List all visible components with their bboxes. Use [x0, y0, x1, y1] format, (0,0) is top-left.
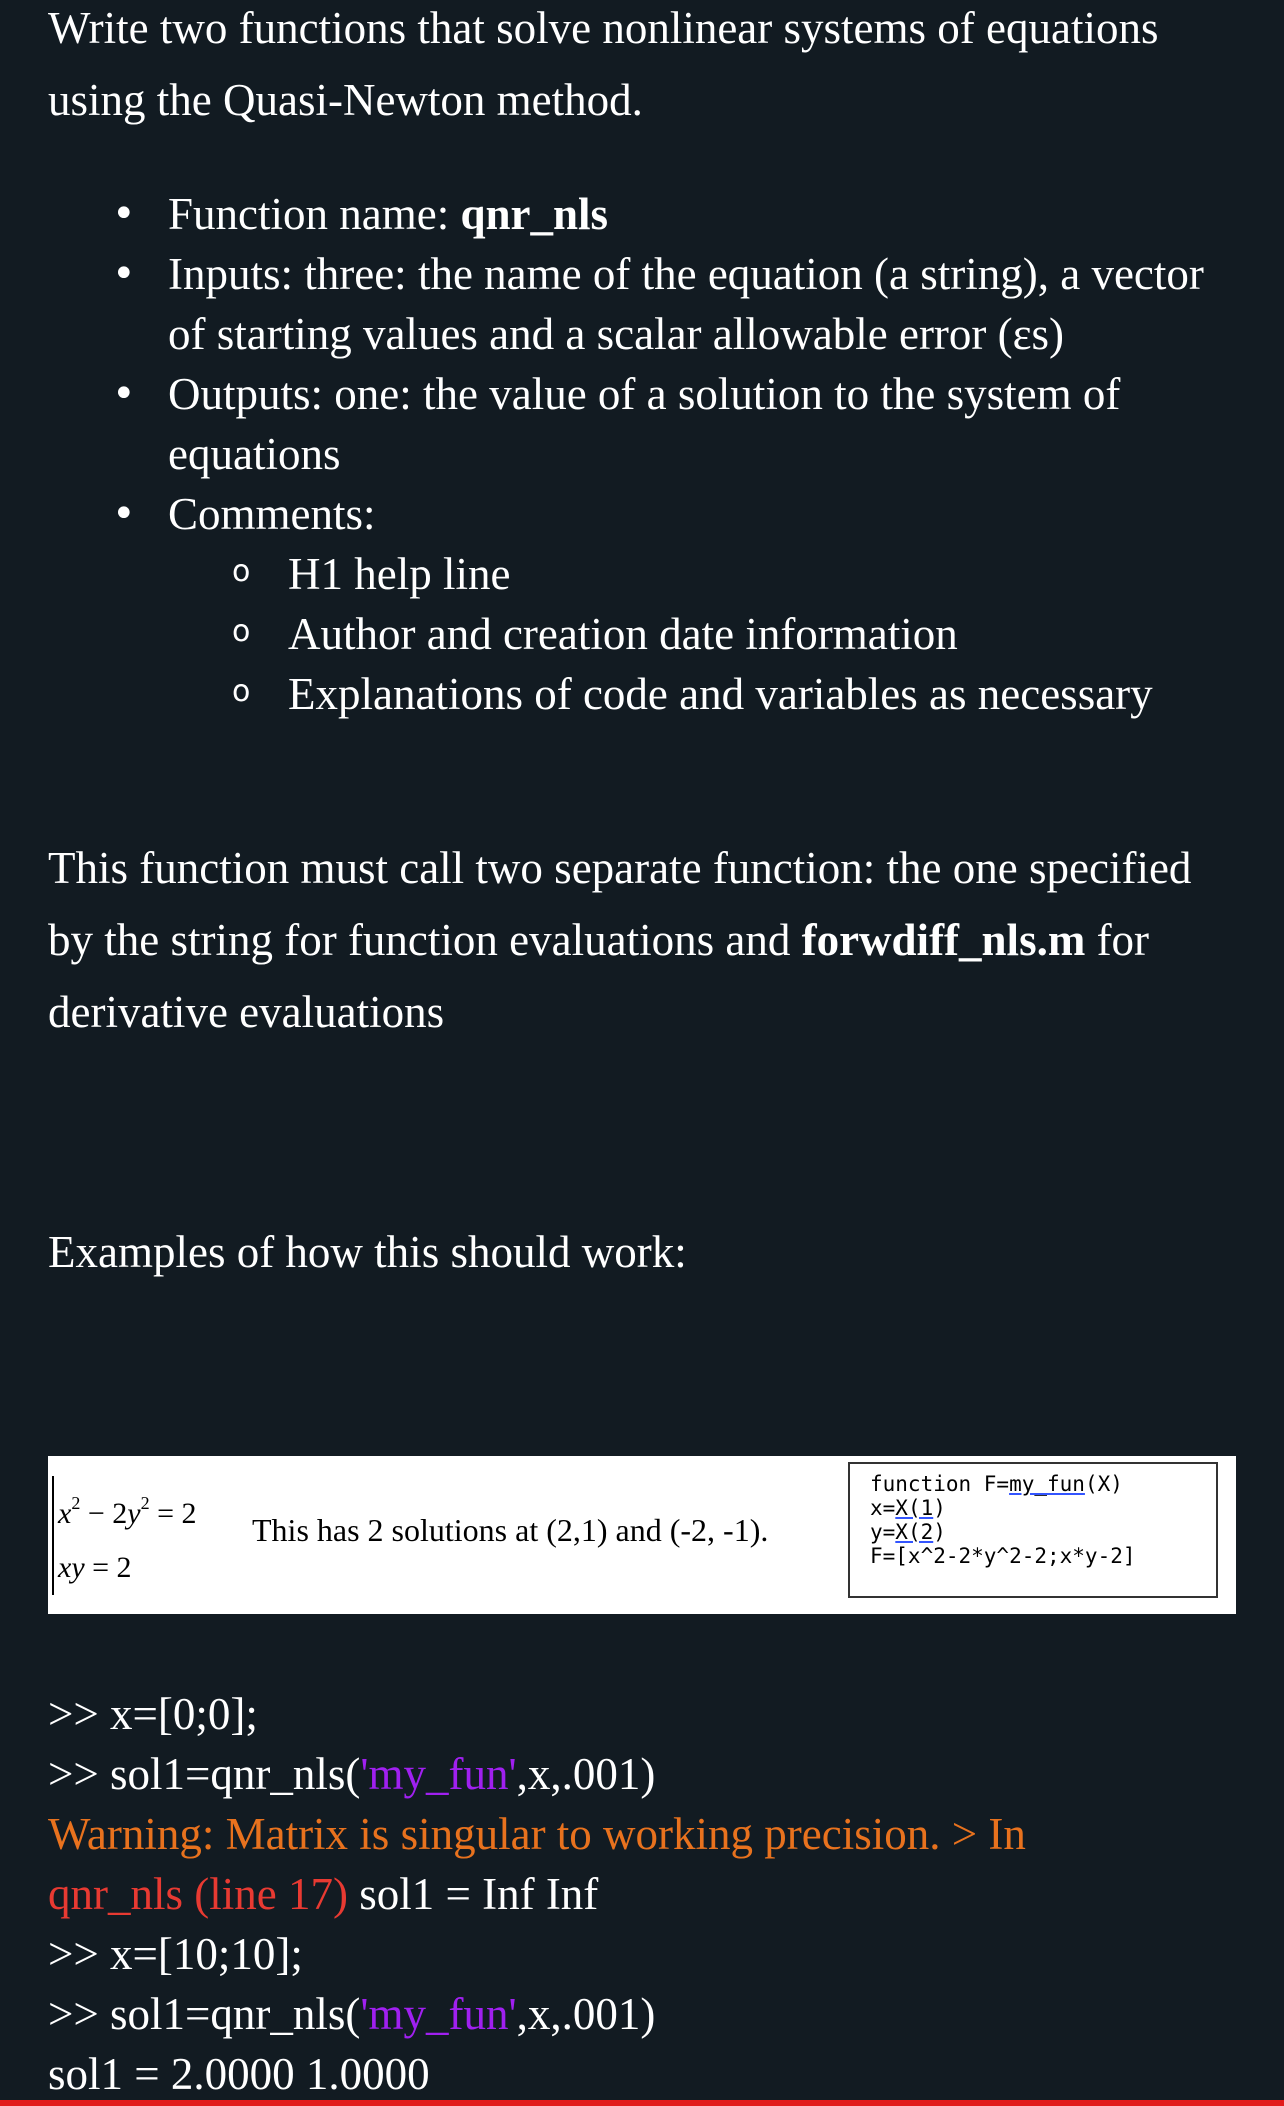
- my-fun-code: [848, 1462, 1218, 1598]
- error-link[interactable]: qnr_nls: [48, 1869, 183, 1919]
- comment-item: o Explanations of code and variables as necessary: [0, 664, 1248, 724]
- function-name-value: qnr_nls: [460, 189, 609, 239]
- error-location-line: qnr_nls (line 17) sol1 = Inf Inf: [48, 1869, 599, 1919]
- console-line: >> x=[0;0];: [48, 1689, 258, 1739]
- comment-item: o Author and creation date information: [0, 604, 1248, 664]
- code-line: F=[x^2-2*y^2-2;x*y-2]: [870, 1544, 1136, 1568]
- console-line: >> sol1=qnr_nls('my_fun',x,.001): [48, 1749, 656, 1799]
- requirement-comments: [0, 484, 1208, 724]
- call-text-before: This function must call two separate function: the one specified by the string for function evaluations and: [48, 843, 1192, 965]
- console-line: >> sol1=qnr_nls('my_fun',x,.001): [48, 1989, 656, 2039]
- comment-item: o H1 help line: [0, 544, 1248, 604]
- comments-sublist: [168, 544, 1208, 724]
- console-line: >> x=[10;10];: [48, 1929, 303, 1979]
- equation-system: [52, 1476, 197, 1595]
- solutions-text: This has 2 solutions at (2,1) and (-2, -1).: [252, 1512, 769, 1548]
- equation-1: $x^2 - 2y^2 = 2$: [58, 1493, 197, 1530]
- equation-2: xy = 2: [58, 1551, 132, 1584]
- code-line: function F=my_fun(X): [870, 1472, 1123, 1496]
- function-name-label: Function name:: [168, 189, 461, 239]
- requirement-function-name: [0, 184, 1208, 244]
- forwdiff-file-name: forwdiff_nls.m: [801, 915, 1086, 965]
- requirement-outputs: • Outputs: one: the value of a solution to the system of equations: [0, 364, 1208, 484]
- call-text-after: for derivative evaluations: [48, 915, 1150, 1037]
- requirement-inputs: • Inputs: three: the name of the equation (a string), a vector of starting values and a scalar allowable error (εs): [0, 244, 1208, 364]
- bottom-accent-bar: [0, 2100, 1284, 2106]
- warning-line: Warning: Matrix is singular to working precision. > In: [48, 1809, 1026, 1859]
- console-result: sol1 = 2.0000 1.0000: [48, 2049, 430, 2099]
- code-line: y=X(2): [870, 1520, 946, 1544]
- examples-heading: Examples of how this should work:: [48, 1227, 687, 1277]
- requirements-list: [0, 184, 1284, 724]
- console-output: [48, 1684, 1248, 2104]
- code-line: x=X(1): [870, 1496, 946, 1520]
- comments-label: Comments:: [168, 489, 376, 539]
- call-paragraph: [48, 832, 1238, 1048]
- intro-paragraph: Write two functions that solve nonlinear systems of equations using the Quasi-Newton method.: [48, 3, 1159, 125]
- example-figure: [48, 1456, 1236, 1614]
